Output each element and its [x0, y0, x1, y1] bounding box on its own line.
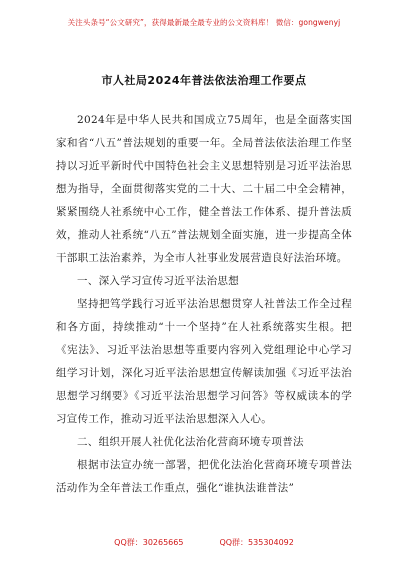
section-heading-1: 一、深入学习宣传习近平法治思想: [77, 275, 239, 287]
section-heading-2: 二、组织开展人社优化法治化营商环境专项普法: [77, 436, 304, 448]
footer-qq-group-2: QQ群：535304092: [219, 538, 294, 547]
document-body: [56, 109, 352, 500]
section-1-paragraph: 坚持把笃学践行习近平法治思想贯穿人社普法工作全过程和各方面，持续推动“十一个坚持”在人社系统落实生根。把《宪法》、习近平法治思想等重要内容列入党组理论中心学习组学习计划，深化习近平法治思想宣传解读加强《习近平法治思想学习纲要》《习近平法治思想学习问答》等权威读本的学习宣传工作，推动习近平法治思想深入人心。: [56, 298, 352, 425]
footer-qq-group-1: QQ群：30265665: [114, 538, 184, 547]
intro-paragraph: 2024年是中华人民共和国成立75周年，也是全面落实国家和省“八五”普法规划的重要一年。全局普法依法治理工作坚持以习近平新时代中国特色社会主义思想特别是习近平法治思想为指导，全面贯彻落实党的二十大、二十届二中全会精神，紧紧围绕人社系统中心工作，健全普法工作体系、提升普法质效，推动人社系统“八五”普法规划全面实施，进一步提高全体干部职工法治素养，为全市人社事业发展营造良好法治环境。: [56, 114, 352, 264]
page-footer: [0, 537, 408, 548]
header-banner-text: 关注头条号“公文研究”，获得最新最全最专业的公文资料库！ 微信：gongwenyj: [67, 17, 341, 27]
document-title: 市人社局2024年普法依法治理工作要点: [101, 74, 307, 87]
section-2-paragraph: 根据市法宣办统一部署，把优化法治化营商环境专项普法活动作为全年普法工作重点，强化“谁执法谁普法”: [56, 459, 352, 494]
page-header: [0, 0, 408, 44]
